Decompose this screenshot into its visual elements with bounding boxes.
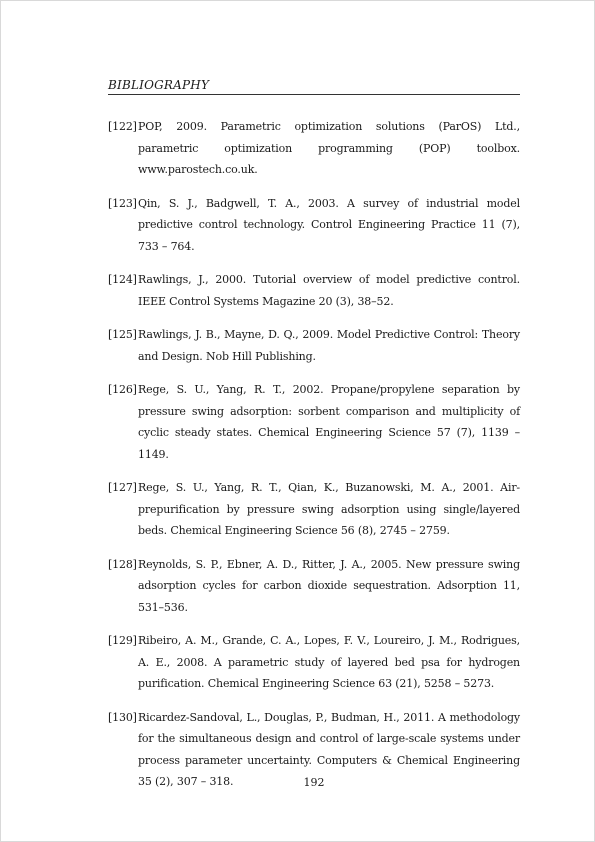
- reference-text: Reynolds, S. P., Ebner, A. D., Ritter, J. A., 2005. New pressure swing adsorption cycles for carbon dioxide sequestration. Adsorption 11, 531–536.: [138, 557, 520, 614]
- reference-list: [108, 116, 520, 805]
- reference-number: [130]: [108, 710, 137, 724]
- reference-text: Rege, S. U., Yang, R. T., Qian, K., Buzanowski, M. A., 2001. Air-prepurification by pressure swing adsorption using single/layered beds. Chemical Engineering Science 56 (8), 2745 – 2759.: [138, 481, 520, 537]
- reference-text: Qin, S. J., Badgwell, T. A., 2003. A survey of industrial model predictive control technology. Control Engineering Practice 11 (7), 733 – 764.: [138, 196, 520, 253]
- reference-text: Ribeiro, A. M., Grande, C. A., Lopes, F. V., Loureiro, J. M., Rodrigues, A. E., 2008. A parametric study of layered bed psa for hydrogen purification. Chemical Engineering Science 63 (21), 5258 – 5273.: [138, 634, 520, 690]
- reference-number: [122]: [108, 120, 137, 133]
- reference-number: [129]: [108, 634, 137, 647]
- reference-text: POP, 2009. Parametric optimization solutions (ParOS) Ltd., parametric optimization programming (POP) toolbox. www.parostech.co.uk.: [138, 120, 520, 176]
- reference-number: [128]: [108, 557, 137, 571]
- reference-text: Ricardez-Sandoval, L., Douglas, P., Budman, H., 2011. A methodology for the simultaneous design and control of large-scale systems under process parameter uncertainty. Computers & Chemical Engineering 35 (2), 307 – 318.: [138, 710, 520, 788]
- reference-number: [125]: [108, 328, 137, 341]
- reference-entry: [108, 269, 520, 312]
- reference-entry: [108, 554, 520, 619]
- reference-number: [126]: [108, 383, 137, 396]
- running-header: BIBLIOGRAPHY: [108, 78, 520, 95]
- reference-entry: [108, 630, 520, 695]
- page-number: 192: [303, 776, 325, 789]
- reference-text: Rawlings, J., 2000. Tutorial overview of model predictive control. IEEE Control Systems Magazine 20 (3), 38–52.: [138, 273, 520, 308]
- reference-number: [124]: [108, 273, 137, 286]
- reference-text: Rawlings, J. B., Mayne, D. Q., 2009. Model Predictive Control: Theory and Design. Nob Hill Publishing.: [138, 328, 520, 363]
- reference-entry: [108, 324, 520, 367]
- reference-entry: [108, 193, 520, 258]
- reference-number: [123]: [108, 196, 137, 210]
- reference-number: [127]: [108, 481, 137, 494]
- reference-entry: [108, 379, 520, 465]
- reference-entry: [108, 477, 520, 542]
- reference-entry: [108, 116, 520, 181]
- reference-text: Rege, S. U., Yang, R. T., 2002. Propane/propylene separation by pressure swing adsorption: sorbent comparison and multiplicity of cyclic steady states. Chemical Engineering Science 57 (7), 1139 – 1149.: [138, 383, 520, 461]
